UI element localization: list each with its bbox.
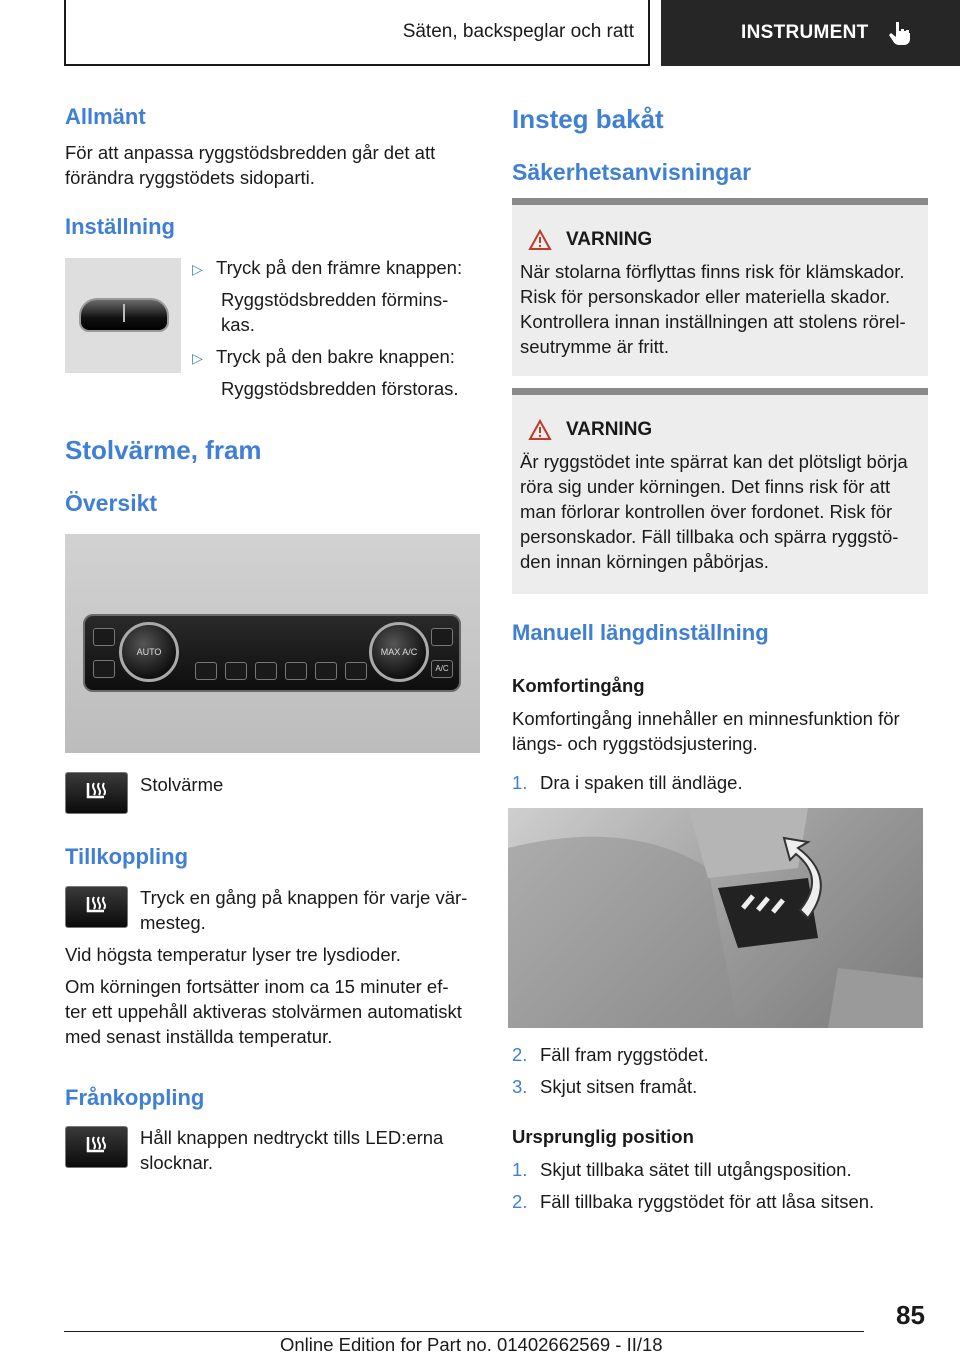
heading-tillkoppling: Tillkoppling [65, 844, 189, 869]
tillkoppling-text-line1: Tryck en gång på knappen för varje vär- [140, 887, 468, 908]
installning-result2: Ryggstödsbredden förstoras. [221, 378, 459, 399]
seat-lever-illustration [508, 808, 923, 1028]
komfort-text-line2: längs- och ryggstödsjustering. [512, 733, 758, 754]
installning-result1a: Ryggstödsbredden förmins- [221, 289, 449, 310]
tillkoppling-paragraph1: Vid högsta temperatur lyser tre lysdioder. [65, 944, 401, 965]
warning1-line1: När stolarna förflyttas finns risk för klämskador. [520, 261, 905, 282]
tillkoppling-paragraph2-line2: ter ett uppehåll aktiveras stolvärmen automatiskt [65, 1001, 462, 1022]
panel-button [255, 662, 277, 680]
seat-heating-symbol-icon [82, 893, 112, 921]
header-section-title: Säten, backspeglar och ratt [402, 21, 634, 42]
page-number: 85 [896, 1300, 925, 1330]
warning-triangle-icon [528, 229, 552, 251]
temp-dial-left: AUTO [119, 622, 179, 682]
panel-button [225, 662, 247, 680]
warning-label: VARNING [566, 229, 653, 250]
heading-insteg-bakat: Insteg bakåt [512, 104, 664, 134]
seat-heating-icon [65, 886, 128, 928]
orig-step-2: 2. Fäll tillbaka ryggstödet för att låsa sitsen. [512, 1191, 875, 1212]
installning-step1: ▷ Tryck på den främre knappen: [192, 255, 462, 282]
climate-panel-image [65, 534, 480, 753]
panel-button [315, 662, 337, 680]
temp-dial-right: MAX A/C [369, 622, 429, 682]
manuell-step-1: 1. Dra i spaken till ändläge. [512, 772, 743, 793]
warning2-line5: den innan körningen påbörjas. [520, 551, 769, 572]
orig-step-1: 1. Skjut tillbaka sätet till utgångsposition. [512, 1159, 852, 1180]
rear-defrost-button [93, 660, 115, 678]
frankoppling-text-line1: Håll knappen nedtryckt tills LED:erna [140, 1127, 444, 1148]
seat-heat-right-button [431, 628, 453, 646]
heading-komfortingang: Komfortingång [512, 675, 645, 696]
seat-width-button-image [65, 258, 181, 373]
seat-heating-icon [65, 772, 128, 814]
warning1-line4: seutrymme är fritt. [520, 336, 670, 357]
warning-box-2 [512, 388, 928, 594]
warning1-line2: Risk för personskador eller materiella skador. [520, 286, 891, 307]
warning2-line2: röra sig under körningen. Det finns risk för att [520, 476, 891, 497]
hand-pointer-icon [887, 20, 913, 46]
heading-stolvarme: Stolvärme, fram [65, 435, 262, 465]
panel-button [195, 662, 217, 680]
climate-panel [83, 614, 461, 692]
footer-edition: Online Edition for Part no. 01402662569 - II/18 [280, 1334, 663, 1355]
triangle-bullet-icon: ▷ [192, 350, 203, 366]
tillkoppling-paragraph2-line3: med senast inställda temperatur. [65, 1026, 333, 1047]
ac-button: A/C [431, 660, 453, 678]
seat-width-button [79, 298, 169, 332]
warning2-line1: Är ryggstödet inte spärrat kan det plötsligt börja [520, 451, 908, 472]
panel-button [285, 662, 307, 680]
installning-step2: ▷ Tryck på den bakre knappen: [192, 344, 455, 371]
warning2-line4: personskador. Fäll tillbaka och spärra ryggstö- [520, 526, 899, 547]
manuell-step-3: 3. Skjut sitsen framåt. [512, 1076, 698, 1097]
seat-heating-label: Stolvärme [140, 774, 224, 795]
tillkoppling-text-line2: mesteg. [140, 912, 206, 933]
heading-allmant: Allmänt [65, 104, 146, 129]
seat-heat-left-button [93, 628, 115, 646]
seat-heating-icon [65, 1126, 128, 1168]
footer-divider [64, 1331, 864, 1332]
heading-installning: Inställning [65, 214, 175, 239]
heading-ursprunglig-position: Ursprunglig position [512, 1126, 694, 1147]
frankoppling-text-line2: slocknar. [140, 1152, 214, 1173]
warning-triangle-icon [528, 419, 552, 441]
allmant-text-line1: För att anpassa ryggstödsbredden går det att [65, 142, 436, 163]
warning2-line3: man förlorar kontrollen över fordonet. Risk för [520, 501, 893, 522]
installning-result1b: kas. [221, 314, 255, 335]
heading-manuell-langdinstallning: Manuell längdinställning [512, 620, 769, 645]
warning-box-1 [512, 198, 928, 376]
seat-heating-symbol-icon [82, 779, 112, 807]
header-section-tab [64, 0, 650, 66]
panel-button [345, 662, 367, 680]
header-chapter-tab [661, 0, 960, 66]
allmant-text-line2: förändra ryggstödets sidoparti. [65, 167, 315, 188]
manuell-step-2: 2. Fäll fram ryggstödet. [512, 1044, 709, 1065]
heading-oversikt: Översikt [65, 490, 158, 516]
seat-lever-photo [508, 808, 923, 1028]
warning-label: VARNING [566, 419, 653, 440]
heading-sakerhetsanvisningar: Säkerhetsanvisningar [512, 159, 752, 185]
tillkoppling-paragraph2-line1: Om körningen fortsätter inom ca 15 minuter ef- [65, 976, 449, 997]
heading-frankoppling: Frånkoppling [65, 1085, 205, 1110]
header-chapter-title: INSTRUMENT [741, 22, 869, 43]
triangle-bullet-icon: ▷ [192, 261, 203, 277]
komfort-text-line1: Komfortingång innehåller en minnesfunktion för [512, 708, 900, 729]
warning1-line3: Kontrollera innan inställningen att stolens rörel- [520, 311, 906, 332]
seat-heating-symbol-icon [82, 1133, 112, 1161]
